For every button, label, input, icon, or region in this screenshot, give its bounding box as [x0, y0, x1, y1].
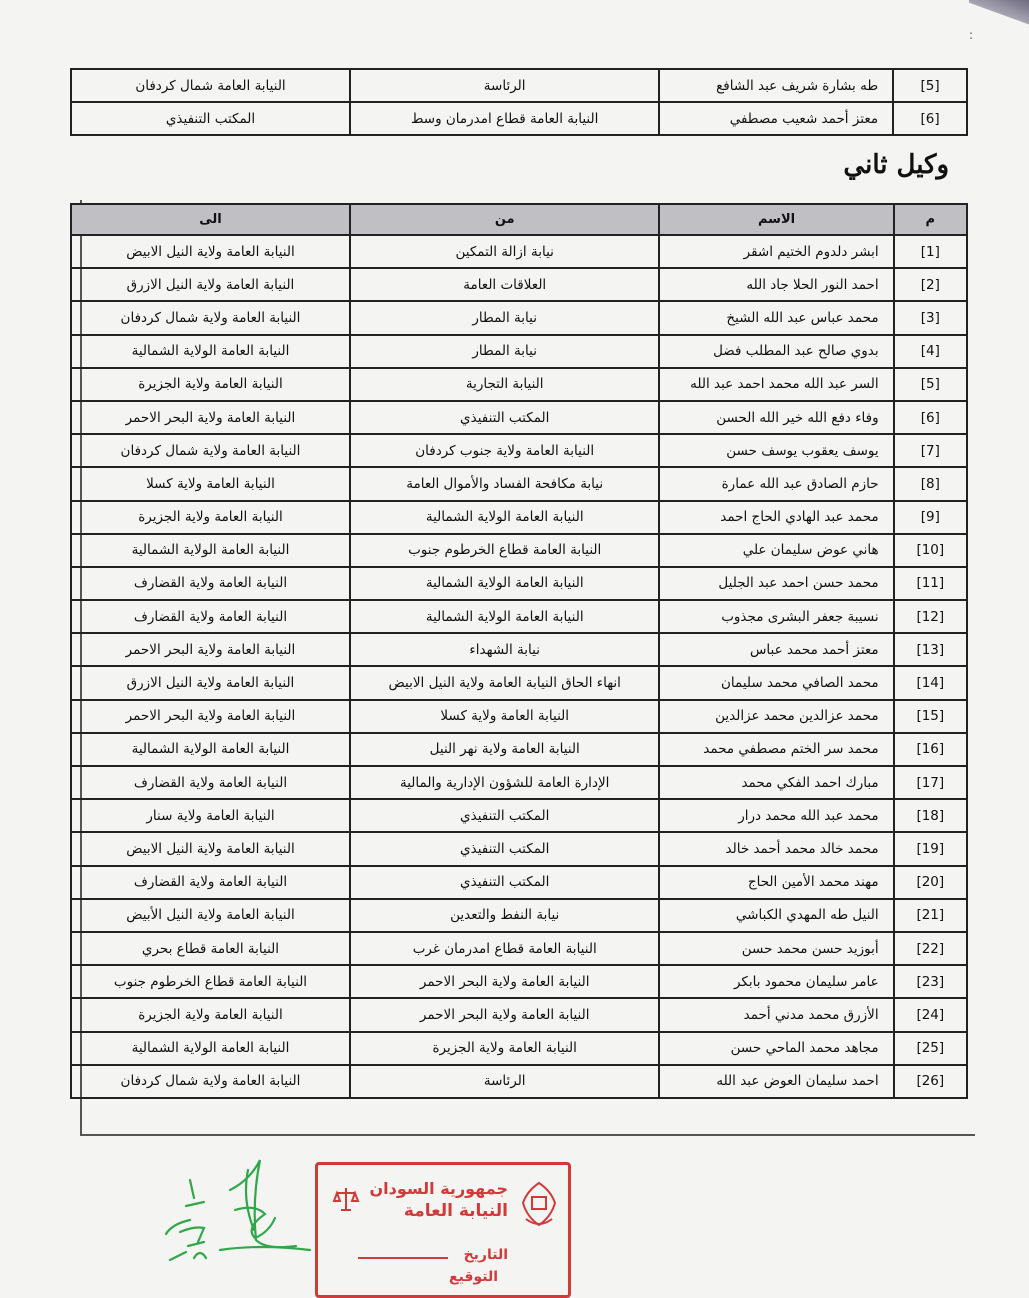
cell-num: [22] [894, 932, 967, 965]
cell-from: المكتب التنفيذي [350, 832, 659, 865]
cell-num: [11] [894, 567, 967, 600]
table-row [71, 633, 967, 666]
cell-to: النيابة العامة ولاية النيل الازرق [71, 666, 350, 699]
cell-num: [16] [894, 733, 967, 766]
header-to: الى [71, 204, 350, 235]
cell-to: النيابة العامة ولاية القضارف [71, 600, 350, 633]
table-row [71, 268, 967, 301]
cell-to: النيابة العامة ولاية القضارف [71, 866, 350, 899]
cell-to: النيابة العامة ولاية القضارف [71, 766, 350, 799]
signature-image [160, 1150, 320, 1270]
cell-to: النيابة العامة ولاية النيل الازرق [71, 268, 350, 301]
cell-num: [17] [894, 766, 967, 799]
cell-from: النيابة العامة ولاية الجزيرة [350, 1032, 659, 1065]
cell-to: النيابة العامة ولاية النيل الابيض [71, 235, 350, 268]
cell-num: [24] [894, 998, 967, 1031]
cell-name: بدوي صالح عبد المطلب فضل [659, 335, 893, 368]
cell-from: نيابة المطار [350, 335, 659, 368]
cell-num: [13] [894, 633, 967, 666]
cell-num: [21] [894, 899, 967, 932]
cell-to: النيابة العامة ولاية القضارف [71, 567, 350, 600]
cell-from: النيابة العامة الولاية الشمالية [350, 600, 659, 633]
cell-name: محمد عبد الله محمد درار [659, 799, 893, 832]
table-row [71, 467, 967, 500]
official-stamp [315, 1162, 571, 1298]
table-row [71, 368, 967, 401]
cell-from: انهاء الحاق النيابة العامة ولاية النيل الابيض [350, 666, 659, 699]
cell-from: النيابة العامة ولاية البحر الاحمر [350, 965, 659, 998]
cell-from: النيابة العامة ولاية البحر الاحمر [350, 998, 659, 1031]
cell-to: النيابة العامة ولاية البحر الاحمر [71, 700, 350, 733]
cell-num: [1] [894, 235, 967, 268]
table-row [71, 899, 967, 932]
cell-name: السر عبد الله محمد احمد عبد الله [659, 368, 893, 401]
cell-to: النيابة العامة ولاية النيل الابيض [71, 832, 350, 865]
cell-to: النيابة العامة ولاية شمال كردفان [71, 1065, 350, 1098]
cell-num: [5] [893, 69, 967, 102]
stamp-date-line [358, 1257, 448, 1259]
top-table-row [71, 102, 967, 135]
table-row [71, 866, 967, 899]
header-from: من [350, 204, 659, 235]
stamp-office: النيابة العامة [403, 1201, 508, 1221]
cell-to: النيابة العامة ولاية سنار [71, 799, 350, 832]
cell-num: [15] [894, 700, 967, 733]
table-row [71, 733, 967, 766]
cell-num: [19] [894, 832, 967, 865]
table-row [71, 832, 967, 865]
top-table-row [71, 69, 967, 102]
cell-from: النيابة العامة ولاية جنوب كردفان [350, 434, 659, 467]
cell-from: المكتب التنفيذي [350, 799, 659, 832]
cell-to: النيابة العامة ولاية شمال كردفان [71, 301, 350, 334]
sudan-emblem-icon [518, 1179, 560, 1229]
cell-from: الرئاسة [350, 1065, 659, 1098]
cell-from: النيابة التجارية [350, 368, 659, 401]
cell-num: [20] [894, 866, 967, 899]
page-fold-corner [969, 0, 1029, 32]
header-name: الاسم [659, 204, 893, 235]
main-table [70, 203, 968, 1099]
cell-name: حازم الصادق عبد الله عمارة [659, 467, 893, 500]
cell-num: [23] [894, 965, 967, 998]
table-row [71, 301, 967, 334]
cell-num: [8] [894, 467, 967, 500]
table-row [71, 567, 967, 600]
cell-name: عامر سليمان محمود بابكر [659, 965, 893, 998]
cell-num: [5] [894, 368, 967, 401]
cell-to: النيابة العامة الولاية الشمالية [71, 534, 350, 567]
cell-from: نيابة مكافحة الفساد والأموال العامة [350, 467, 659, 500]
cell-num: [18] [894, 799, 967, 832]
main-table-body [71, 235, 967, 1098]
cell-from: النيابة العامة قطاع امدرمان غرب [350, 932, 659, 965]
cell-num: [12] [894, 600, 967, 633]
cell-to: النيابة العامة ولاية الجزيرة [71, 998, 350, 1031]
cell-num: [6] [894, 401, 967, 434]
scales-of-justice-icon [332, 1185, 360, 1213]
cell-num: [26] [894, 1065, 967, 1098]
cell-name: محمد عباس عبد الله الشيخ [659, 301, 893, 334]
cell-from: النيابة العامة قطاع الخرطوم جنوب [350, 534, 659, 567]
cell-from: النيابة العامة ولاية كسلا [350, 700, 659, 733]
cell-name: أبوزيد حسن محمد حسن [659, 932, 893, 965]
cell-num: [4] [894, 335, 967, 368]
cell-to: النيابة العامة ولاية النيل الأبيض [71, 899, 350, 932]
table-row [71, 534, 967, 567]
table-row [71, 501, 967, 534]
table-row [71, 700, 967, 733]
cell-name: محمد الصافي محمد سليمان [659, 666, 893, 699]
cell-name: النيل طه المهدي الكباشي [659, 899, 893, 932]
table-row [71, 600, 967, 633]
cell-num: [3] [894, 301, 967, 334]
bottom-rule [80, 1134, 975, 1136]
cell-num: [9] [894, 501, 967, 534]
cell-from: النيابة العامة الولاية الشمالية [350, 501, 659, 534]
cell-name: وفاء دفع الله خير الله الحسن [659, 401, 893, 434]
cell-name: محمد عزالدين محمد عزالدين [659, 700, 893, 733]
table-row [71, 766, 967, 799]
cell-name: معتز أحمد شعيب مصطفي [659, 102, 893, 135]
cell-from: النيابة العامة الولاية الشمالية [350, 567, 659, 600]
table-row [71, 401, 967, 434]
section-title: وكيل ثاني [843, 150, 949, 180]
table-row [71, 932, 967, 965]
cell-to: النيابة العامة الولاية الشمالية [71, 1032, 350, 1065]
cell-num: [25] [894, 1032, 967, 1065]
cell-name: محمد خالد محمد أحمد خالد [659, 832, 893, 865]
table-row [71, 965, 967, 998]
cell-to: النيابة العامة الولاية الشمالية [71, 733, 350, 766]
stamp-republic: جمهورية السودان [369, 1179, 508, 1198]
top-table [70, 68, 968, 136]
table-row [71, 1032, 967, 1065]
cell-from: نيابة ازالة التمكين [350, 235, 659, 268]
cell-to: النيابة العامة ولاية البحر الاحمر [71, 401, 350, 434]
cell-to: النيابة العامة قطاع بحري [71, 932, 350, 965]
header-num: م [894, 204, 967, 235]
cell-from: النيابة العامة قطاع امدرمان وسط [350, 102, 659, 135]
cell-name: احمد سليمان العوض عبد الله [659, 1065, 893, 1098]
cell-to: النيابة العامة شمال كردفان [71, 69, 350, 102]
cell-name: محمد سر الختم مصطفي محمد [659, 733, 893, 766]
cell-num: [6] [893, 102, 967, 135]
cell-name: يوسف يعقوب يوسف حسن [659, 434, 893, 467]
cell-num: [2] [894, 268, 967, 301]
table-row [71, 1065, 967, 1098]
cell-to: النيابة العامة ولاية الجزيرة [71, 368, 350, 401]
table-row [71, 235, 967, 268]
cell-num: [14] [894, 666, 967, 699]
cell-name: مبارك احمد الفكي محمد [659, 766, 893, 799]
cell-to: النيابة العامة ولاية الجزيرة [71, 501, 350, 534]
table-row [71, 666, 967, 699]
corner-mark: : [968, 28, 973, 42]
cell-name: الأزرق محمد مدني أحمد [659, 998, 893, 1031]
cell-name: نسيبة جعفر البشرى مجذوب [659, 600, 893, 633]
cell-num: [10] [894, 534, 967, 567]
cell-name: احمد النور الحلا جاد الله [659, 268, 893, 301]
cell-to: النيابة العامة ولاية شمال كردفان [71, 434, 350, 467]
cell-name: معتز أحمد محمد عباس [659, 633, 893, 666]
cell-from: الرئاسة [350, 69, 659, 102]
cell-to: المكتب التنفيذي [71, 102, 350, 135]
cell-from: نيابة النفط والتعدين [350, 899, 659, 932]
top-table-body [71, 69, 967, 135]
cell-from: المكتب التنفيذي [350, 401, 659, 434]
cell-from: المكتب التنفيذي [350, 866, 659, 899]
cell-name: محمد عبد الهادي الحاج احمد [659, 501, 893, 534]
cell-to: النيابة العامة ولاية كسلا [71, 467, 350, 500]
cell-from: العلاقات العامة [350, 268, 659, 301]
table-row [71, 434, 967, 467]
cell-from: الإدارة العامة للشؤون الإدارية والمالية [350, 766, 659, 799]
table-header-row [71, 204, 967, 235]
cell-to: النيابة العامة ولاية البحر الاحمر [71, 633, 350, 666]
table-row [71, 998, 967, 1031]
cell-name: ابشر دلدوم الختيم اشقر [659, 235, 893, 268]
cell-from: نيابة المطار [350, 301, 659, 334]
cell-from: نيابة الشهداء [350, 633, 659, 666]
table-row [71, 799, 967, 832]
cell-name: مهند محمد الأمين الحاج [659, 866, 893, 899]
table-row [71, 335, 967, 368]
cell-to: النيابة العامة قطاع الخرطوم جنوب [71, 965, 350, 998]
cell-name: محمد حسن احمد عبد الجليل [659, 567, 893, 600]
cell-from: النيابة العامة ولاية نهر النيل [350, 733, 659, 766]
stamp-date-label: التاريخ [463, 1247, 508, 1263]
stamp-signature-label: التوقيع [449, 1269, 498, 1285]
cell-name: مجاهد محمد الماحي حسن [659, 1032, 893, 1065]
cell-to: النيابة العامة الولاية الشمالية [71, 335, 350, 368]
cell-name: هاني عوض سليمان علي [659, 534, 893, 567]
cell-name: طه بشارة شريف عبد الشافع [659, 69, 893, 102]
cell-num: [7] [894, 434, 967, 467]
